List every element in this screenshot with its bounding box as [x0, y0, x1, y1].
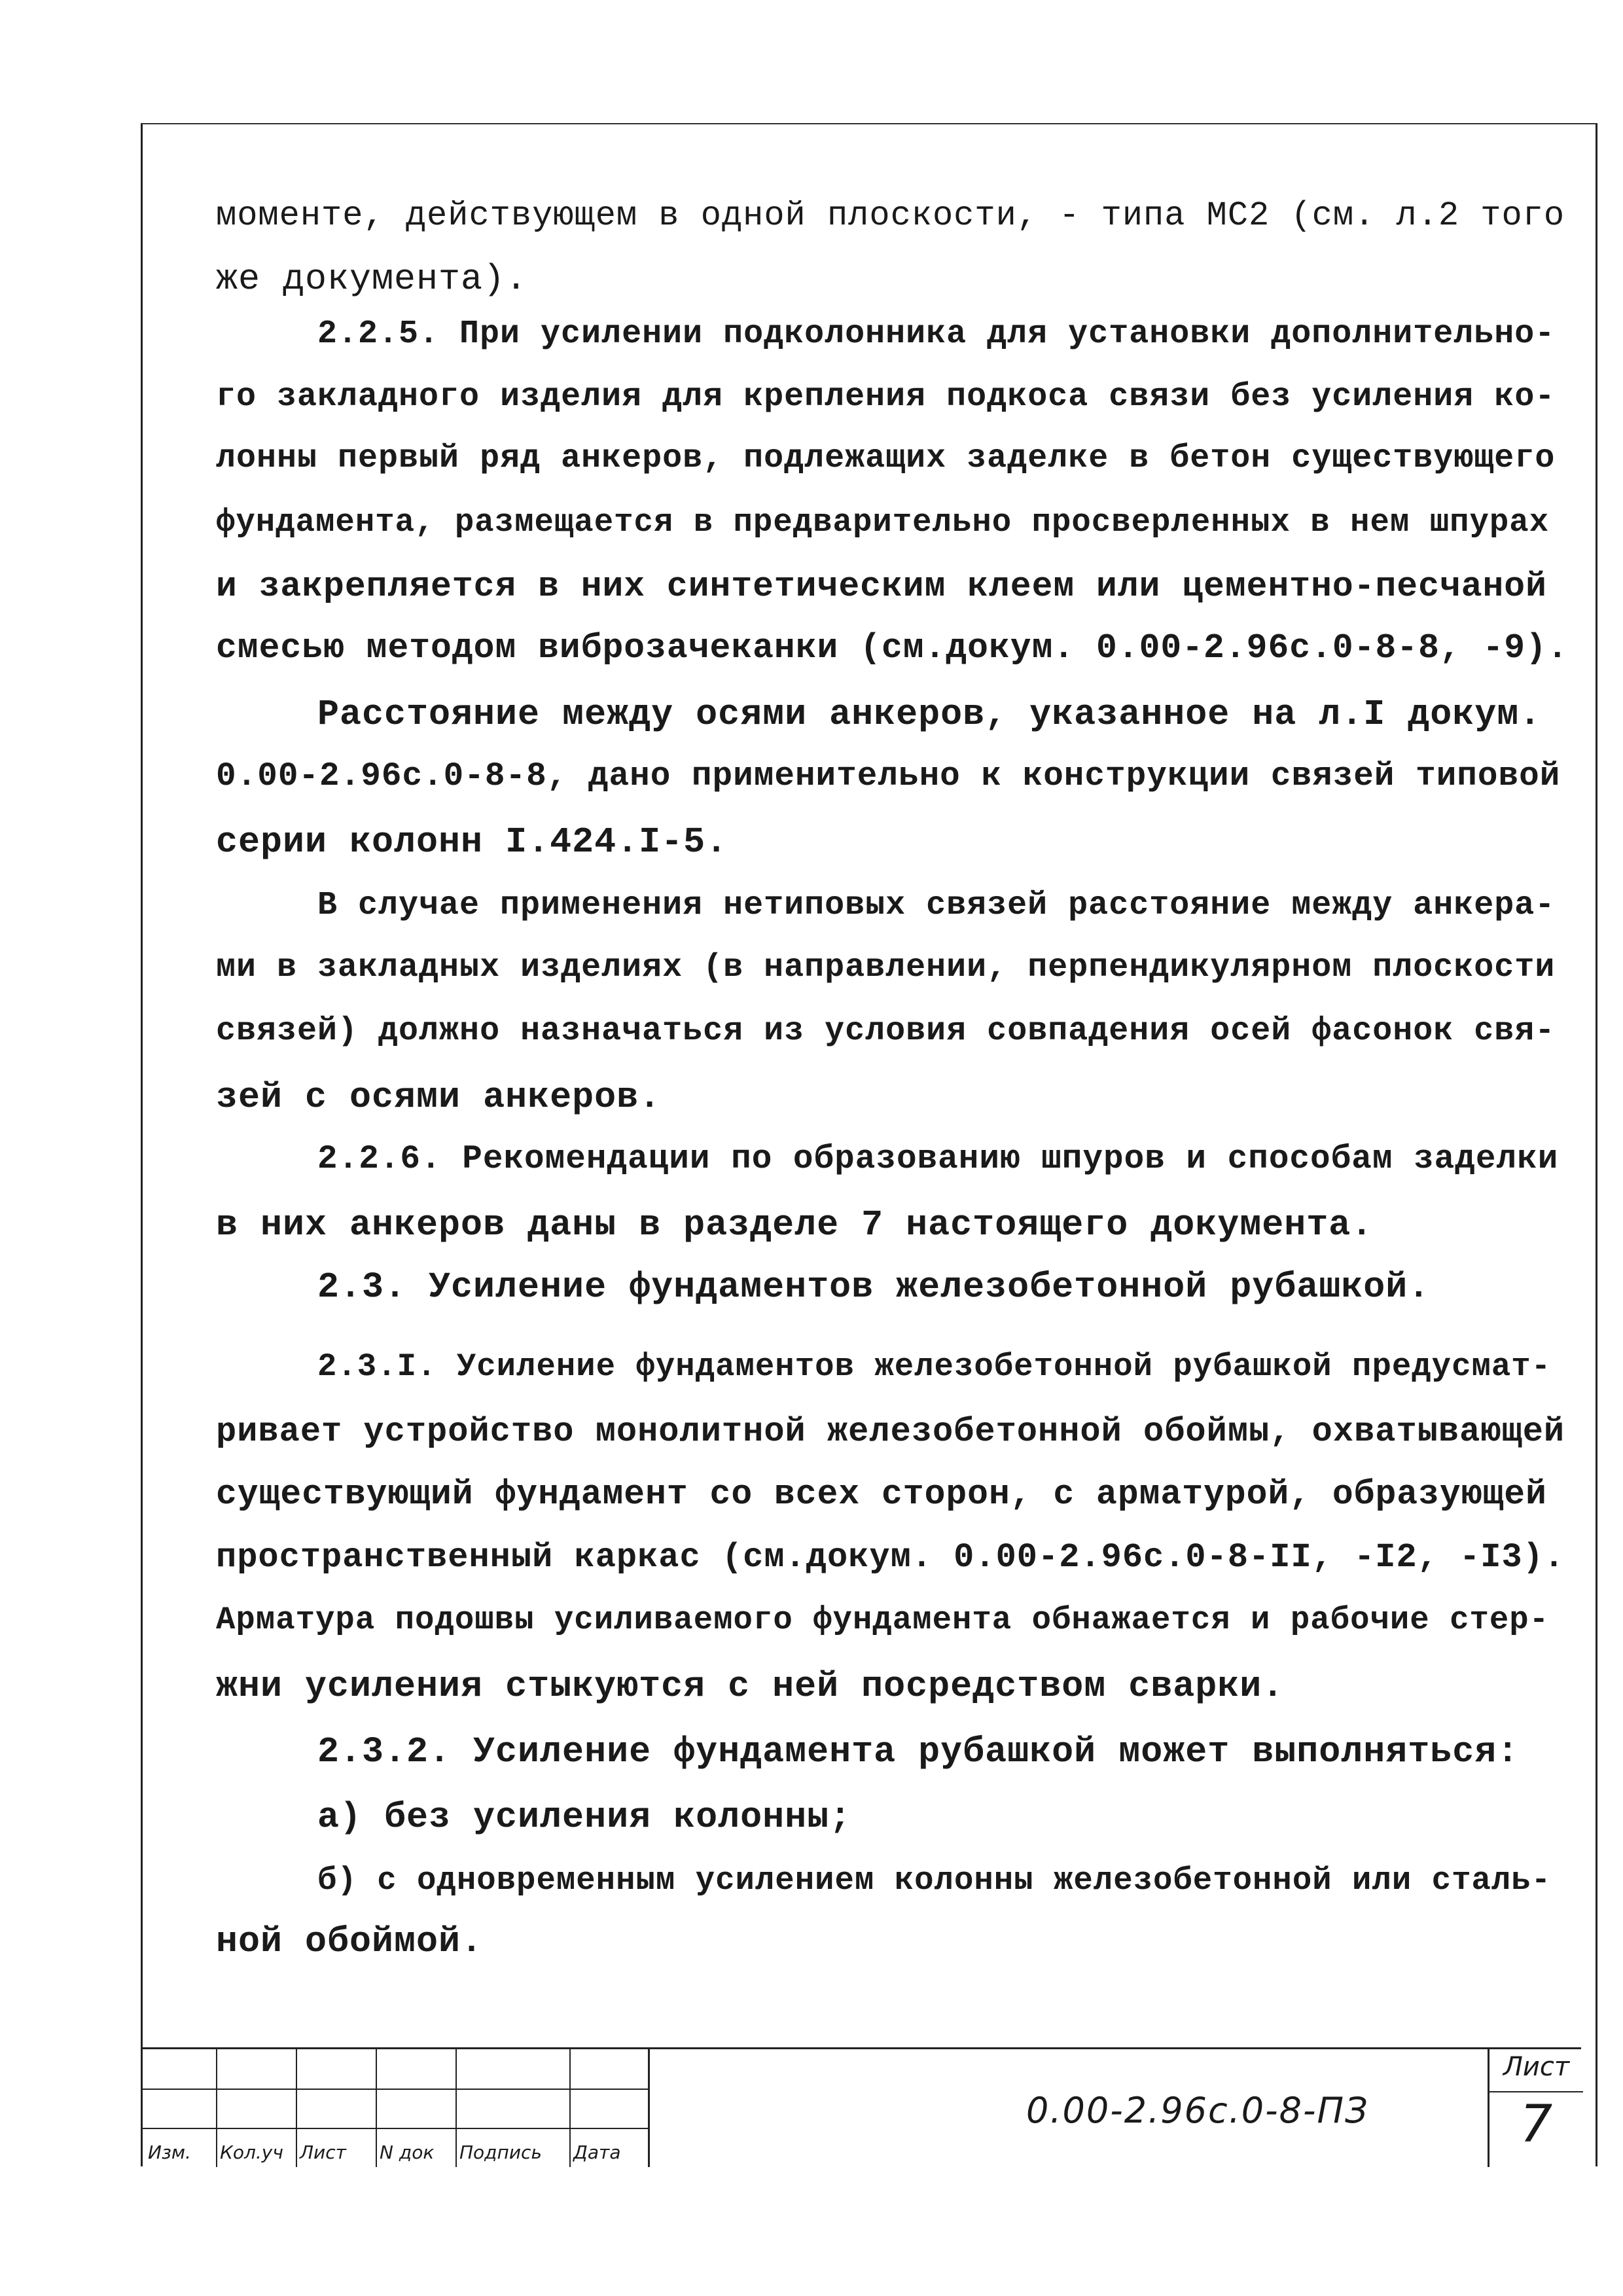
sheet-number: 7: [1520, 2095, 1553, 2154]
text-line: в них анкеров даны в разделе 7 настоящего документа.: [216, 1204, 1374, 1246]
text-line: В случае применения нетиповых связей расстояние между анкера-: [317, 887, 1556, 924]
text-line: и закрепляется в них синтетическим клеем или цементно-песчаной: [216, 567, 1547, 606]
text-line: ривает устройство монолитной железобетонной обоймы, охватывающей: [216, 1412, 1565, 1451]
text-line: 2.2.5. При усилении подколонника для установки дополнительно-: [317, 315, 1556, 353]
document-code: 0.00-2.96с.0-8-ПЗ: [1026, 2090, 1369, 2131]
text-line: пространственный каркас (см.докум. 0.00-2.96с.0-8-II, -I2, -I3).: [216, 1538, 1565, 1577]
caption-podpis: Подпись: [459, 2142, 542, 2163]
text-line: 0.00-2.96с.0-8-8, дано применительно к конструкции связей типовой: [216, 758, 1561, 795]
text-line: фундамента, размещается в предварительно просверленных в нем шпурах: [216, 504, 1550, 541]
text-line: жни усиления стыкуются с ней посредством сварки.: [216, 1666, 1285, 1707]
caption-izm: Изм.: [148, 2142, 191, 2163]
text-line: Расстояние между осями анкеров, указанное на л.I докум.: [317, 694, 1542, 735]
sheet-box: [1488, 2049, 1583, 2167]
caption-n-dok: N док: [380, 2142, 435, 2163]
text-line: 2.3.2. Усиление фундамента рубашкой может выполняться:: [317, 1731, 1520, 1772]
text-line: серии колонн I.424.I-5.: [216, 821, 728, 863]
revision-table: [143, 2049, 650, 2167]
text-line: лонны первый ряд анкеров, подлежащих заделке в бетон существующего: [216, 440, 1556, 477]
caption-list: Лист: [300, 2142, 346, 2163]
text-line: б) с одновременным усилением колонны железобетонной или сталь-: [317, 1862, 1552, 1899]
sheet-label: Лист: [1489, 2052, 1583, 2092]
text-line: смесью методом виброзачеканки (см.докум. 0.00-2.96с.0-8-8, -9).: [216, 628, 1569, 668]
text-line: а) без усиления колонны;: [317, 1797, 852, 1838]
text-line: существующий фундамент со всех сторон, с арматурой, образующей: [216, 1475, 1547, 1514]
text-line: 2.2.6. Рекомендации по образованию шпуров и способам заделки: [317, 1141, 1559, 1178]
text-line: же документа).: [216, 259, 528, 300]
text-line: го закладного изделия для крепления подкоса связи без усиления ко-: [216, 378, 1556, 416]
text-line: 2.3. Усиление фундаментов железобетонной рубашкой.: [317, 1266, 1431, 1308]
text-line: 2.3.I. Усиление фундаментов железобетонной рубашкой предусмат-: [317, 1348, 1552, 1385]
text-line: Арматура подошвы усиливаемого фундамента обнажается и рабочие стер-: [216, 1602, 1550, 1638]
text-line: ной обоймой.: [216, 1921, 484, 1962]
text-line: моменте, действующем в одной плоскости, - типа МС2 (см. л.2 того: [216, 196, 1565, 235]
title-block: [143, 2047, 1581, 2167]
caption-kol-uch: Кол.уч: [220, 2142, 283, 2163]
caption-data: Дата: [573, 2142, 621, 2163]
text-line: связей) должно назначаться из условия совпадения осей фасонок свя-: [216, 1013, 1556, 1050]
text-line: зей с осями анкеров.: [216, 1077, 662, 1118]
text-line: ми в закладных изделиях (в направлении, перпендикулярном плоскости: [216, 949, 1556, 986]
